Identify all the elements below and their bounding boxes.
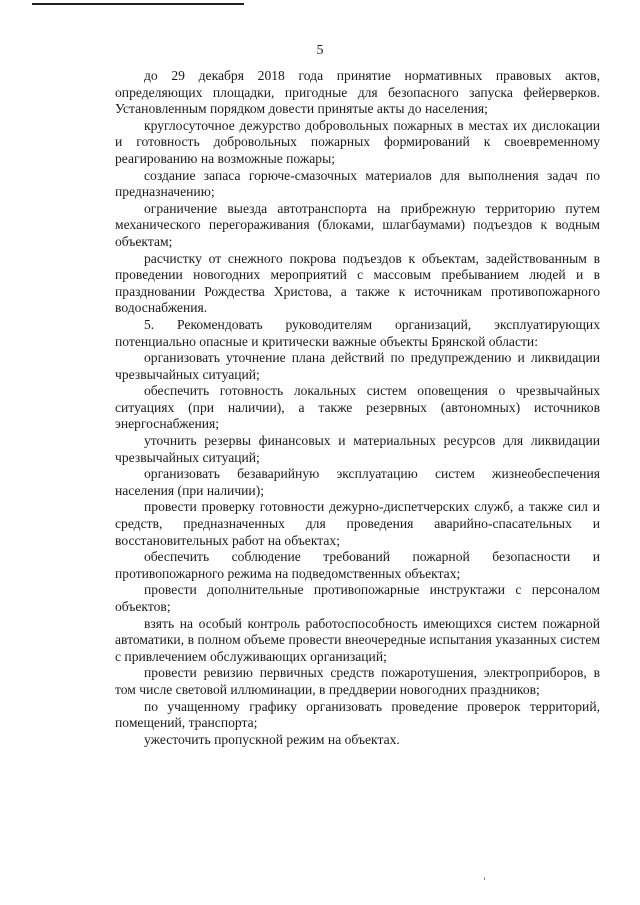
paragraph: организовать уточнение плана действий по предупреждению и ликвидации чрезвычайных ситуаций;	[115, 350, 600, 382]
paragraph: взять на особый контроль работоспособность имеющихся систем пожарной автоматики, в полном объеме провести внеочередные испытания указанных систем с привлечением обслуживающих организаций;	[115, 615, 600, 664]
paragraph: ужесточить пропускной режим на объектах.	[144, 731, 400, 747]
paragraph: расчистку от снежного покрова подъездов к объектам, задействованным в проведении новогодних мероприятий с массовым пребыванием людей и в праздновании Рождества Христова, а также к источникам противопожарного водоснабжения.	[115, 250, 600, 316]
paragraph: обеспечить готовность локальных систем оповещения о чрезвычайных ситуациях (при наличии), а также резервных (автономных) источников энергоснабжения;	[115, 383, 600, 432]
paragraph: по учащенному графику организовать проведение проверок территорий, помещений, транспорта;	[115, 698, 600, 731]
paragraph: уточнить резервы финансовых и материальных ресурсов для ликвидации чрезвычайных ситуаций;	[115, 433, 600, 465]
page-number: 5	[316, 43, 324, 58]
paragraph: до 29 декабря 2018 года принятие нормативных правовых актов, определяющих площадки, пригодные для безопасного запуска фейерверков. Установленным порядком довести принятые акты до населения;	[115, 68, 600, 117]
paragraph: 5. Рекомендовать руководителям организаций, эксплуатирующих потенциально опасные и критически важные объекты Брянской области:	[115, 316, 600, 349]
paragraph: провести ревизию первичных средств пожаротушения, электроприборов, в том числе световой иллюминации, в преддверии новогодних праздников;	[115, 665, 600, 697]
document-body	[115, 68, 600, 748]
paragraph: круглосуточное дежурство добровольных пожарных в местах их дислокации и готовность добровольных пожарных формирований к своевременному реагированию на возможные пожары;	[115, 117, 600, 166]
paragraph: провести дополнительные противопожарные инструктажи с персоналом объектов;	[115, 582, 600, 614]
scan-speck	[484, 877, 485, 880]
paragraph: ограничение выезда автотранспорта на прибрежную территорию путем механического перегораживания (блоками, шлагбаумами) подъездов к водным объектам;	[115, 200, 600, 249]
paragraph: обеспечить соблюдение требований пожарной безопасности и противопожарного режима на подведомственных объектах;	[115, 549, 600, 581]
paragraph: создание запаса горюче-смазочных материалов для выполнения задач по предназначению;	[115, 167, 600, 200]
paragraph: организовать безаварийную эксплуатацию систем жизнеобеспечения населения (при наличии);	[115, 466, 600, 498]
paragraph: провести проверку готовности дежурно-диспетчерских служб, а также сил и средств, предназначенных для проведения аварийно-спасательных и восстановительных работ на объектах;	[115, 499, 600, 548]
top-rule	[32, 3, 244, 5]
